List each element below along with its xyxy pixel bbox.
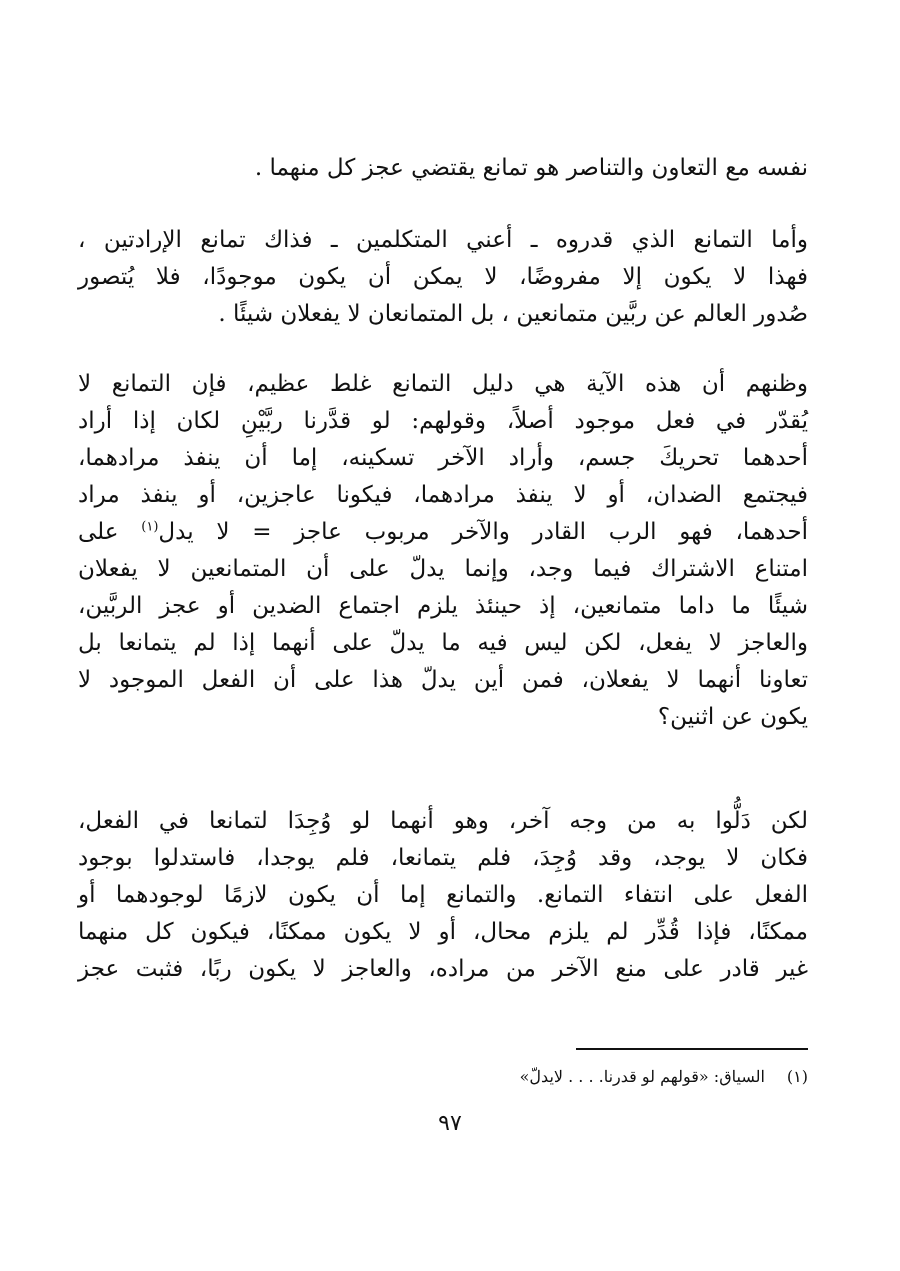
text-line: الفعل على انتفاء التمانع. والتمانع إما أن يكون لازمًا لوجودهما أو — [78, 882, 808, 908]
paragraph-2 — [78, 222, 808, 333]
text-line: نفسه مع التعاون والتناصر هو تمانع يقتضي عجز كل منهما . — [254, 155, 808, 181]
footnote-reference: (١) — [141, 519, 159, 535]
text-line-part: أحدهما، فهو الرب القادر والآخر مربوب عاجز = لا يدل — [158, 519, 808, 545]
text-line: وظنهم أن هذه الآية هي دليل التمانع غلط عظيم، فإن التمانع لا — [78, 371, 808, 397]
text-line: وأما التمانع الذي قدروه ـ أعني المتكلمين ـ فذاك تمانع الإرادتين ، — [78, 227, 808, 253]
text-line: لكن دَلُّوا به من وجه آخر، وهو أنهما لو وُجِدَا لتمانعا في الفعل، — [78, 808, 808, 834]
text-line: تعاونا أنهما لا يفعلان، فمن أين يدلّ هذا على أن الفعل الموجود لا — [78, 667, 808, 693]
footnote-text: السياق: «قولهم لو قدرنا. . . . لايدلّ» — [519, 1067, 765, 1086]
text-line: فيجتمع الضدان، أو لا ينفذ مرادهما، فيكونا عاجزين، أو ينفذ مراد — [78, 482, 808, 508]
text-line: فكان لا يوجد، وقد وُجِدَ، فلم يتمانعا، فلم يوجدا، فاستدلوا بوجود — [78, 845, 808, 871]
text-line: شيئًا ما داما متمانعين، إذ حينئذ يلزم اجتماع الضدين أو عجز الربَّين، — [78, 593, 809, 619]
text-line: يكون عن اثنين؟ — [657, 704, 808, 730]
text-line: ممكنًا، فإذا قُدِّر لم يلزم محال، أو لا يكون ممكنًا، فيكون كل منهما — [78, 919, 808, 945]
text-line: أحدهما تحريكَ جسم، وأراد الآخر تسكينه، إما أن ينفذ مرادهما، — [78, 445, 808, 471]
footnote — [78, 1062, 808, 1092]
text-line: يُقدّر في فعل موجود أصلاً، وقولهم: لو قدَّرنا ربَّيْنِ لكان إذا أراد — [78, 408, 808, 434]
text-line: فهذا لا يكون إلا مفروضًا، لا يمكن أن يكون موجودًا، فلا يُتصور — [78, 264, 808, 290]
text-line-part: على — [78, 519, 142, 545]
paragraph-4 — [78, 803, 808, 988]
page-number: ٩٧ — [438, 1111, 462, 1136]
text-line: والعاجز لا يفعل، لكن ليس فيه ما يدلّ على أنهما إذا لم يتمانعا بل — [78, 630, 808, 656]
paragraph-3 — [78, 366, 808, 736]
text-line: غير قادر على منع الآخر من مراده، والعاجز لا يكون ربًا، فثبت عجز — [78, 956, 808, 982]
text-line-with-footnote-ref — [78, 514, 808, 551]
footnote-divider — [576, 1048, 808, 1050]
text-line: امتناع الاشتراك فيما وجد، وإنما يدلّ على أن المتمانعين لا يفعلان — [78, 556, 808, 582]
paragraph-1 — [78, 150, 808, 187]
footnote-number: (١) — [786, 1067, 808, 1086]
text-line: صُدور العالم عن ربَّين متمانعين ، بل المتمانعان لا يفعلان شيئًا . — [218, 301, 808, 327]
